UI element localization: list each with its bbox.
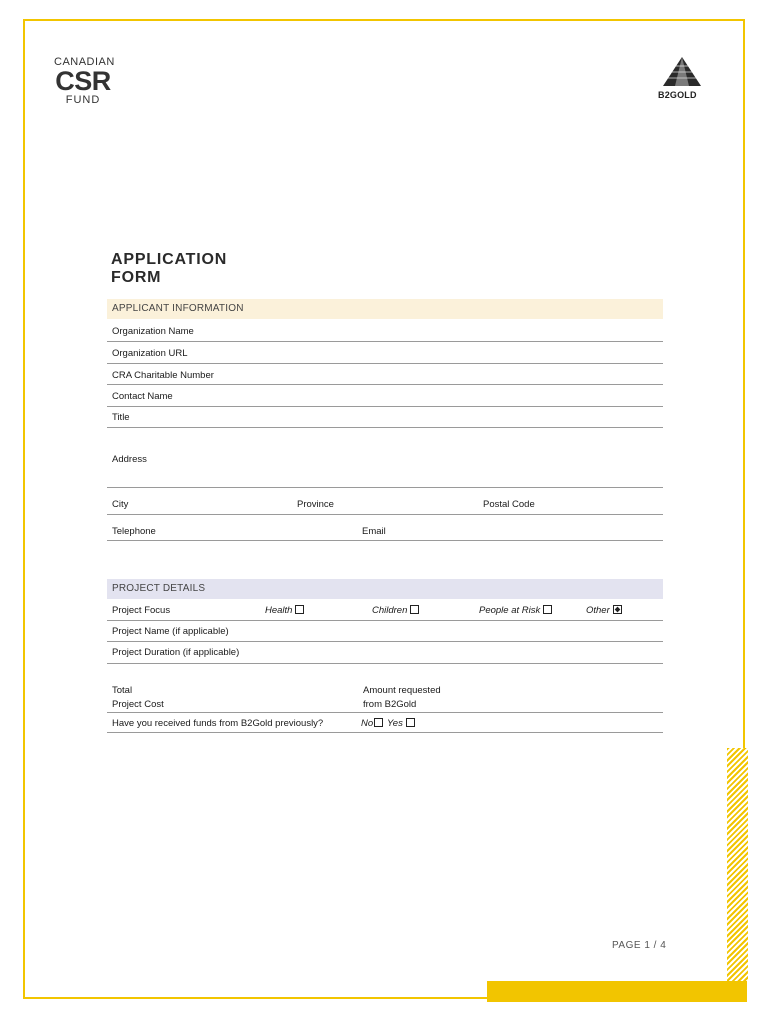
project-name-field[interactable] [107, 621, 663, 642]
contact-name-field[interactable] [107, 385, 663, 407]
focus-other-label: Other [586, 605, 610, 616]
page-title [111, 251, 311, 287]
prev-funds-yes-option[interactable] [387, 718, 415, 729]
address-label: Address [112, 454, 147, 465]
project-focus-row [107, 600, 663, 621]
focus-children-label: Children [372, 605, 408, 616]
logo-line-canadian: CANADIAN [54, 56, 115, 68]
cost-amount-row [107, 664, 663, 713]
postal-code-label[interactable]: Postal Code [483, 499, 535, 510]
children-checkbox[interactable] [410, 605, 419, 614]
health-checkbox[interactable] [295, 605, 304, 614]
province-label[interactable]: Province [297, 499, 334, 510]
focus-people-at-risk-label: People at Risk [479, 605, 541, 616]
hatched-accent-strip [727, 748, 748, 981]
focus-option-people-at-risk[interactable] [479, 605, 552, 616]
focus-option-children[interactable] [372, 605, 419, 616]
amount-requested-line-1: Amount requested [363, 685, 441, 696]
total-project-cost-label[interactable] [112, 684, 164, 712]
project-section-heading: PROJECT DETAILS [107, 579, 663, 599]
yes-label: Yes [387, 718, 403, 729]
project-duration-label: Project Duration (if applicable) [112, 647, 240, 658]
b2gold-logo-text: B2GOLD [658, 90, 697, 100]
org-url-field[interactable] [107, 342, 663, 364]
previous-funds-label: Have you received funds from B2Gold previously? [112, 718, 324, 729]
footer-accent-bar [487, 981, 747, 1002]
address-field[interactable] [107, 428, 663, 488]
city-label[interactable]: City [112, 499, 129, 510]
canadian-csr-fund-logo [54, 56, 115, 106]
title-line-1: APPLICATION [111, 251, 228, 268]
yes-checkbox[interactable] [406, 718, 415, 727]
amount-requested-line-2: from B2Gold [363, 699, 417, 710]
org-name-label: Organization Name [112, 326, 194, 337]
cra-number-label: CRA Charitable Number [112, 370, 214, 381]
title-label: Title [112, 412, 130, 423]
amount-requested-label[interactable] [363, 684, 441, 712]
people-at-risk-checkbox[interactable] [543, 605, 552, 614]
project-focus-label: Project Focus [112, 605, 171, 616]
title-field[interactable] [107, 407, 663, 428]
project-duration-field[interactable] [107, 642, 663, 664]
telephone-label[interactable]: Telephone [112, 526, 156, 537]
focus-option-health[interactable] [265, 605, 304, 616]
project-name-label: Project Name (if applicable) [112, 626, 229, 637]
total-cost-line-1: Total [112, 685, 133, 696]
previous-funds-row [107, 713, 663, 733]
org-name-field[interactable] [107, 320, 663, 342]
no-label: No [361, 718, 374, 729]
b2gold-logo [652, 56, 712, 102]
total-cost-line-2: Project Cost [112, 699, 164, 710]
applicant-section-heading: APPLICANT INFORMATION [107, 299, 663, 319]
page-number: PAGE 1 / 4 [612, 940, 667, 951]
title-line-2: FORM [111, 269, 162, 286]
logo-line-csr: CSR [55, 66, 111, 96]
contact-name-label: Contact Name [112, 391, 173, 402]
email-label[interactable]: Email [362, 526, 386, 537]
city-province-postal-row [107, 488, 663, 515]
no-checkbox[interactable] [374, 718, 383, 727]
org-url-label: Organization URL [112, 348, 188, 359]
focus-option-other[interactable] [586, 605, 622, 616]
telephone-email-row [107, 515, 663, 541]
other-checkbox[interactable] [613, 605, 622, 614]
prev-funds-no-option[interactable] [361, 718, 383, 729]
logo-line-fund: FUND [65, 94, 101, 106]
cra-number-field[interactable] [107, 364, 663, 385]
focus-health-label: Health [265, 605, 293, 616]
b2gold-pyramid-icon [662, 56, 702, 90]
